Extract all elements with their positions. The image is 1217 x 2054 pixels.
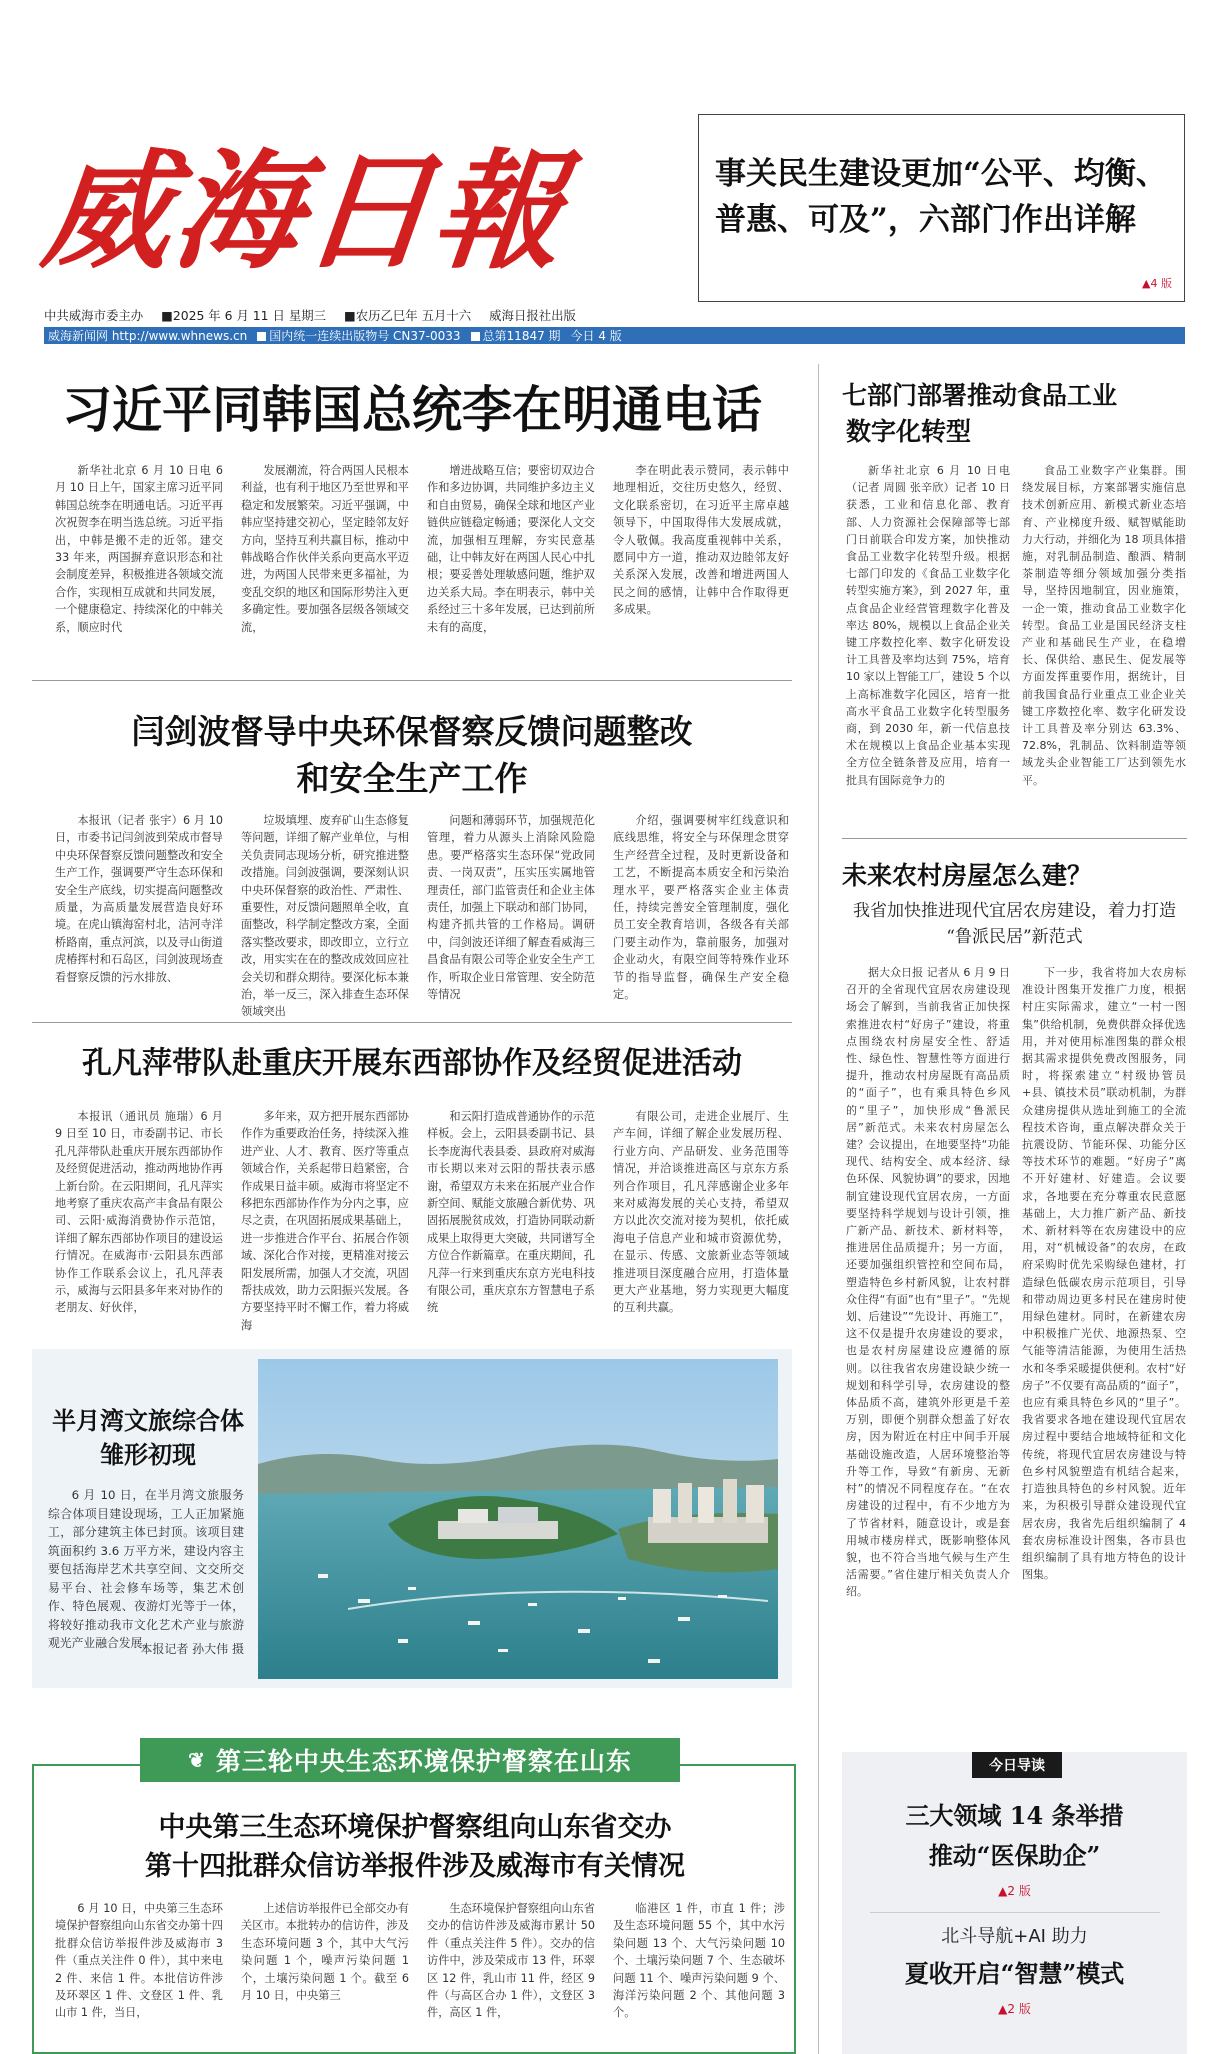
square-icon [257, 332, 266, 341]
top-feature-page-ref: ▲4 版 [1142, 277, 1172, 290]
info-bar [44, 305, 1185, 325]
publication-bar [44, 327, 1185, 344]
right2-col-2: 下一步，我省将加大农房标准设计图集开发推广力度，根据村庄实际需求，建立“一村一图集”供给机制，免费供群众择优选用，并对使用标准图集的群众根据其需求提供免费改图服务，同时，将探索建立“村级协管员+县、镇技术员”联动机制，为群众建房提供从选址到施工的全流程技术咨询，重点解决群众关于抗震设防、节能环保、功能分区等技术环节的难题。“好房子”离不开好建材、好建造。会议要求，各地要在充分尊重农民意愿基础上，大力推广新产品、新技术、新材料等在农房建设中的应用，对“机械设备”的农房，在政府采购时优先采购绿色建材，打造绿色低碳农房示范项目，引导和带动周边更多村民在建房时使用绿色建材。同时，在新建农房中积极推广光伏、地源热泵、空气能等清洁能源，为使用生活热水和冬季采暖提供便利。农村“好房子”不仅要有高品质的“面子”，也应有乘具特色乡风的“里子”。我省要求各地在建设现代宜居农房过程中要结合地域特征和文化传统，将现代宜居农房建设与特色乡村风貌塑造有机结合起来，打造独具特色的乡村风貌。近年来，为积极引导群众建设现代宜居农房，我省先后组织编制了 4 套农房标准设计图集，各市县也组织编制了具有地方特色的设计图集。 [1022, 966, 1186, 1582]
article3-col-3: 和云阳打造成普通协作的示范样板。会上，云阳县委副书记、县长李庞海代表县委、县政府对威海市长期以来对云阳的帮扶表示感谢，希望双方未来在拓展产业合作新空间、赋能文旅融合新优势、巩固拓展脱贫成效，打造协同联动新成果上取得更大突破，共同谱写全方位合作新篇章。在重庆期间，孔凡萍一行来到重庆东京方光电科技有限公司，重庆京东方智慧电子系统 [427, 1110, 595, 1315]
article1-col-3: 增进战略互信；要密切双边合作和多边协调，共同维护多边主义和自由贸易，确保全球和地区产业链供应链稳定畅通；要深化人文交流，加强相互理解，夯实民意基础，让中韩友好在两国人民心中扎根；要妥善处理敏感问题，维护双边关系大局。李在明表示，韩中关系经过三十多年发展，已达到前所未有的高度， [427, 464, 595, 634]
divider [32, 680, 792, 681]
publisher: 威海日报社出版 [489, 308, 576, 323]
top-feature-headline[interactable]: 事关民生建设更加“公平、均衡、普惠、可及”，六部门作出详解 [715, 156, 1167, 238]
article1-col-1: 新华社北京 6 月 10 日电 6 月 10 日上午，国家主席习近平同韩国总统李在明通电话。习近平再次祝贺李在明当选总统。习近平指出，中韩是搬不走的近邻。建交 33 年来，两国摒弃意识形态和社会制度差异，积极推进各领域交流合作，实现相互成就和共同发展，一个健康稳定、持续深化的中韩关系，顺应时代 [55, 464, 223, 634]
right2-col-1: 据大众日报 记者从 6 月 9 日召开的全省现代宜居农房建设现场会了解到，当前我省正加快探索推进农村“好房子”建设，将重点围绕农村房屋安全性、舒适性、绿色性、智慧性等方面进行提升，推动农村房屋既有高品质的“面子”，也有乘具特色乡风的“里子”，加快形成“鲁派民居”新范式。未来农村房屋怎么建？会议提出，在地要坚持“功能现代、结构安全、成本经济、绿色环保、风貌协调”的要求，因地制宜建设现代宜居农房，一方面要坚持科学规划与设计引领，推广新产品、新技术、新材料等，推进居住品质提升；另一方面，还要加强组织管控和空间布局，塑造特色乡村新风貌，让农村群众住得“有面”也有“里子”。“先规划、后建设”“先设计、再施工”，这不仅是提升农房建设的要求，也是农村房屋建设应遵循的原则。以往我省农房建设缺少统一规划和科学引导，农房建设的整体品质不高，建筑外形更是千差万别，即便个别群众想盖了好农房，因为附近在村庄中间手开展基础设施改造，人居环境整治等升等工作，导致“有新房、无新村”的情况不同程度存在。“在农房建设的过程中，有不少地方为了节省材料，随意设计，或是套用城市楼房样式，既影响整体风貌，也不符合当地气候与生产生活需要。”省住建厅相关负责人介绍。 [846, 966, 1010, 1599]
photo-headline[interactable]: 半月湾文旅综合体雏形初现 [52, 1406, 244, 1469]
right2-subheadline [842, 898, 1187, 950]
page-count: 今日 4 版 [570, 329, 622, 343]
right1-col-2: 食品工业数字产业集群。围绕发展目标，方案部署实施信息技术创新应用、新模式新业态培育、产业梯度升级、赋智赋能助力大行动，并细化为 18 项具体措施，对乳制品制造、酿酒、精制茶制造等细分领域加强分类指导，坚持因地制宜，因业施策，一企一策，推动食品工业数字化转型。食品工业是国民经济支柱产业和基础民生产业，在稳增长、保供给、惠民生、促发展等方面发挥重要作用，据统计，目前我国食品行业重点工业企业关键工序数控化率、数字化研发设计工具普及率分别达 63.3%、72.8%，乳制品、饮料制造等领域龙头企业智能工厂达到领先水平。 [1022, 464, 1186, 787]
eco-col-1: 6 月 10 日，中央第三生态环境保护督察组向山东省交办第十四批群众信访举报件涉及威海市 3 件（重点关注件 0 件），其中来电 2 件、来信 1 件。本批信访件涉及环翠区 1 件、文登区 1 件、乳山市 1 件，当日， [55, 1902, 223, 2020]
right2-headline[interactable]: 未来农村房屋怎么建？ [842, 861, 1093, 890]
article3-headline[interactable]: 孔凡萍带队赴重庆开展东西部协作及经贸促进活动 [82, 1046, 742, 1081]
total-issue-text: 总第11847 期 [482, 329, 561, 343]
eco-col-2: 上述信访举报件已全部交办有关区市。本批转办的信访件，涉及生态环境问题 3 个，其中大气污染问题 1 个，噪声污染问题 1 个，土壤污染问题 1 个。截至 6 月 10 日，中央第三 [241, 1902, 409, 2003]
article2-col-1: 本报讯（记者 张宇）6 月 10 日，市委书记闫剑波到荣成市督导中央环保督察反馈问题整改和安全生产工作，强调要严守生态环保和安全生产底线，切实提高问题整改质量，为高质量发展营造良好环境。在虎山镇海窑村北，洁河寺洋桥路南，重点河滨，以及寻山街道虎椿挥村和石岛区，闫剑波现场查看督察反馈的污水排放、 [55, 814, 223, 984]
today-guide-tag: 今日导读 [972, 1752, 1062, 1778]
article1-col-4: 李在明此表示赞同，表示韩中地理相近，交往历史悠久，经贸、文化联系密切，在习近平主席卓越领导下，中国取得伟大发展成就，令人敬佩。我高度重视韩中关系，愿同中方一道，推动双边睦邻友好关系深入发展，改善和增进两国人民之间的感情，让韩中合作取得更多成果。 [613, 464, 789, 617]
issn [257, 327, 460, 344]
article1-col-2: 发展潮流，符合两国人民根本利益，也有利于地区乃至世界和平稳定和发展繁荣。习近平强调，中韩应坚持建交初心，坚定睦邻友好方向，坚持互利共赢目标，推动中韩战略合作伙伴关系向更高水平迈进，为两国人民带来更多福祉，为变乱交织的地区和国际形势注入更多确定性。要加强各层级各领域交流， [241, 464, 409, 634]
article2-col-2: 垃圾填埋、废弃矿山生态修复等问题，详细了解产业单位，与相关负责同志现场分析，研究推进整改措施。闫剑波强调，要深刻认识中央环保督察的政治性、严肃性、重要性，对反馈问题照单全收，直面整改，科学制定整改方案，全面落实整改要求，即改即立，立行立改，用实实在在的整改成效回应社会关切和群众期待。要深化标本兼治，举一反三，深入排查生态环保领域突出 [241, 814, 409, 1019]
guide-item-1-line2: 推动“医保助企” [928, 1841, 1101, 1870]
article2-headline[interactable] [32, 708, 792, 802]
photo-caption: 6 月 10 日，在半月湾文旅服务综合体项目建设现场，工人正加紧施工，部分建筑主体已封顶。该项目建筑面积约 3.6 万平方米，建设内容主要包括海岸艺术共享空间、文交所交易平台、社会修车场等，集艺术创作、特色展观、夜游灯光等于一体，将较好推动我市文化艺术产业与旅游观光产业融合发展。 [48, 1488, 244, 1650]
article2-headline-line1: 闫剑波督导中央环保督察反馈问题整改 [131, 712, 693, 751]
eco-col-3: 生态环境保护督察组向山东省交办的信访件涉及威海市累计 50 件（重点关注件 5 件）。交办的信访件中，涉及荣成市 13 件，环翠区 12 件，乳山市 11 件，经区 9 件（与高区合办 1 件），文登区 3 件，高区 1 件， [427, 1902, 595, 2020]
top-feature-box[interactable] [698, 114, 1185, 302]
right1-headline-line1: 七部门部署推动食品工业 [842, 381, 1118, 410]
article1-headline[interactable]: 习近平同韩国总统李在明通电话 [62, 380, 762, 439]
total-issue [471, 327, 561, 344]
eco-banner-text: 第三轮中央生态环境保护督察在山东 [215, 1747, 632, 1776]
masthead [36, 112, 634, 312]
right2-sub-line2: “鲁派民居”新范式 [946, 927, 1083, 947]
issn-text: 国内统一连续出版物号 CN37-0033 [269, 329, 461, 343]
eco-headline-line1: 中央第三生态环境保护督察组向山东省交办 [158, 1812, 672, 1843]
article2-col-3: 问题和薄弱环节，加强规范化管理，着力从源头上消除风险隐患。要严格落实生态环保“党政同责、一岗双责”，压实压实属地管理责任，部门监管责任和企业主体责任，加强上下联动和部门协同，构建齐抓共管的工作格局。调研中，闫剑波还详细了解查看威海三昌食品有限公司等企业安全生产工作，听取企业日常管理、安全防范等情况 [427, 814, 595, 1002]
divider [32, 1022, 792, 1023]
article3-col-1: 本报讯（通讯员 施瑞）6 月 9 日至 10 日，市委副书记、市长孔凡萍带队赴重庆开展东西部协作及经贸促进活动，推动两地协作再上新台阶。在云阳期间，孔凡萍实地考察了重庆农高产丰食品有限公司、云阳·威海消费协作示范馆，详细了解东西部协作项目的建设运行情况。在威海市·云阳县东西部协作工作联系会议上，孔凡萍表示，威海与云阳县多年来对协作的老朋友、好伙伴， [55, 1110, 223, 1315]
divider [870, 1912, 1160, 1913]
newspaper-title: 威海日報 [36, 137, 572, 287]
article2-col-4: 介绍，强调要树牢红线意识和底线思维，将安全与环保理念贯穿生产经营全过程，及时更新设备和工艺，不断提高本质安全和污染治理水平，要严格落实企业主体责任，持续完善安全管理制度，强化员工安全教育培训，各级各有关部门要主动作为，靠前服务，加强对企业动火，有限空间等特殊作业环节的指导监督，确保生产安全稳定。 [613, 814, 789, 1002]
eco-col-4: 临港区 1 件，市直 1 件；涉及生态环境问题 55 个，其中水污染问题 13 个、大气污染问题 10 个、土壤污染问题 7 个、生态破坏问题 11 个、噪声污染问题 9 个、海洋污染问题 2 个、其他问题 3 个。 [613, 1902, 785, 2020]
leaf-icon: ❦ [188, 1748, 206, 1772]
guide-item-2-kicker: 北斗导航+AI 助力 [941, 1926, 1088, 1947]
article2-headline-line2: 和安全生产工作 [296, 759, 528, 798]
right1-headline[interactable] [842, 378, 1187, 450]
article3-col-4: 有限公司，走进企业展厅、生产车间，详细了解企业发展历程、行业方向、产品研发、业务范围等情况，并洽谈推进高区与京东方系列合作项目，孔凡萍感谢企业多年来对威海发展的关心支持，希望双方以此次交流对接为契机，依托威海电子信息产业和城市资源优势，在显示、传感、文旅新业态等领域推进项目深度融合应用，打造体量更大产业基地，努力实现更大幅度的互利共赢。 [613, 1110, 789, 1315]
sponsor: 中共威海市委主办 [44, 308, 144, 323]
guide-item-1-line1: 三大领域 14 条举措 [905, 1801, 1124, 1830]
right1-col-1: 新华社北京 6 月 10 日电（记者 周圆 张辛欣）记者 10 日获悉，工业和信息化部、教育部、人力资源社会保障部等七部门日前联合印发方案，加快推动食品工业数字化转型升级。根据七部门印发的《食品工业数字化转型实施方案》，到 2027 年，重点食品企业经营管理数字化普及率达 80%，规模以上食品企业关键工序数控化率、数字化研发设计工具普及率均达到 75%，培育 10 家以上智能工厂，建设 5 个以上高标准数字化园区，培育一批高水平食品工业数字化转型服务商，到 2030 年，新一代信息技术在规模以上食品企业基本实现全方位全链条普及应用，培育一批具有国际竞争力的 [846, 464, 1010, 787]
right1-headline-line2: 数字化转型 [846, 417, 972, 446]
divider [842, 838, 1187, 839]
guide-item-2-page: ▲2 版 [998, 2002, 1031, 2016]
guide-item-1-page: ▲2 版 [998, 1884, 1031, 1898]
eco-headline[interactable] [40, 1808, 790, 1886]
guide-item-2-title[interactable]: 夏收开启“智慧”模式 [904, 1959, 1125, 1988]
square-icon [471, 332, 480, 341]
column-divider [818, 364, 819, 2054]
right2-sub-line1: 我省加快推进现代宜居农房建设，着力打造 [853, 901, 1176, 921]
eco-headline-line2: 第十四批群众信访举报件涉及威海市有关情况 [145, 1851, 685, 1882]
bay-construction-photo [258, 1359, 778, 1679]
eco-banner [140, 1738, 680, 1782]
website[interactable]: 威海新闻网 http://www.whnews.cn [48, 329, 248, 343]
photo-credit: 本报记者 孙大伟 摄 [140, 1642, 244, 1656]
article3-col-2: 多年来，双方把开展东西部协作作为重要政治任务，持续深入推进产业、人才、教育、医疗等重点领域合作，关系起带日趋紧密，合作成果日益丰硕。威海市将坚定不移把东西部协作作为分内之事，应尽之责，在巩固拓展成果基础上，进一步推进合作平台、拓展合作领域、深化合作对接，更精准对接云阳发展所需，加强人才交流，巩固帮扶成效，助力云阳振兴发展。各方要坚持平时不懈工作，着力将威海 [241, 1110, 409, 1332]
lunar-date: ■农历乙巳年 五月十六 [344, 308, 472, 323]
issue-date: ■2025 年 6 月 11 日 星期三 [161, 308, 326, 323]
guide-item-1[interactable] [842, 1796, 1187, 1876]
